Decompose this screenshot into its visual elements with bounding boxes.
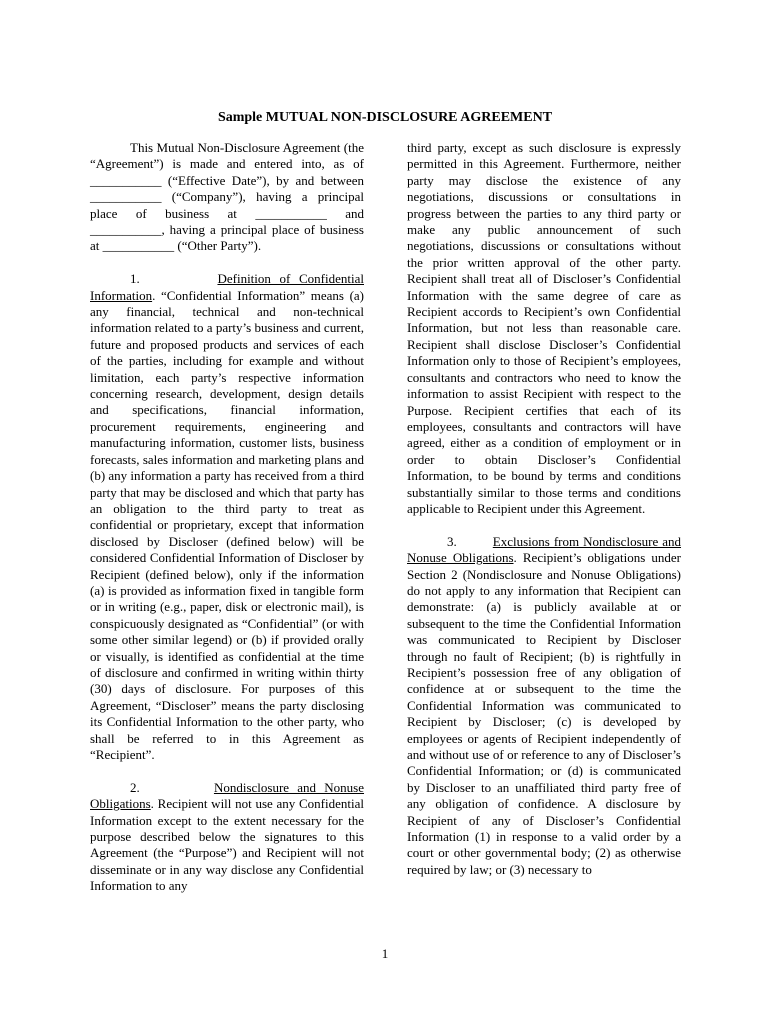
section-2-heading: Nondisclosure and Nonuse Obligations xyxy=(90,779,365,812)
section-3-body: . Recipient’s obligations under Section 2 (Nondisclosure and Nonuse Obligations) do not apply to any information that Recipient can demonstrate: (a) is publicly available at or subsequent to the time the Confidential Information was communicated to Recipient by Discloser through no fault of Recipient; (b) is rightfully in Recipient’s possession free of any obligation of confidence at or subsequent to the time the Confidential Information was communicated to Recipient by Discloser; (c) is developed by employees or agents of Recipient independently of and without use of or reference to any of Discloser’s Confidential Information; or (d) is communicated by Discloser to an unaffiliated third party free of any obligation of confidence. A disclosure by Recipient of any of Discloser’s Confidential Information (1) in response to a valid order by a court or other governmental body; (2) as otherwise required by law; or (3) necessary to xyxy=(407,550,681,877)
section-2-continuation: third party, except as such disclosure is expressly permitted in this Agreement. Furthermore, neither party may disclose the existence of any negotiations, discussions or consultations in progress between the parties to any third party or make any public announcement of such negotiations, discussions or consultations without the prior written approval of the other party. Recipient shall treat all of Discloser’s Confidential Information with the same degree of care as Recipient accords to Recipient’s own Confidential Information, but not less than reasonable care. Recipient shall disclose Discloser’s Confidential Information only to those of Recipient’s employees, consultants and contractors who need to know the information to assist Recipient with respect to the Purpose. Recipient certifies that each of its employees, consultants and contractors will have agreed, either as a condition of employment or in order to obtain Discloser’s Confidential Information, to be bound by terms and conditions substantially similar to those terms and conditions applicable to Recipient under this Agreement. xyxy=(407,140,681,516)
section-1-body: . “Confidential Information” means (a) any financial, technical and non-technical information related to a party’s business and current, future and proposed products and services of each of the parties, including for example and without limitation, each party’s respective information concerning research, development, design details and specifications, financial information, procurement requirements, engineering and manufacturing information, customer lists, business forecasts, sales information and marketing plans and (b) any information a party has received from a third party that may be disclosed and which that party has an obligation to the third party to treat as confidential or proprietary, except that information disclosed by Discloser (defined below) will be considered Confidential Information of Discloser by Recipient (defined below), only if the information (a) is provided as information fixed in tangible form or in writing (e.g., paper, disk or electronic mail), is conspicuously designated as “Confidential” (or with some other similar legend) or (b) if provided orally or visually, is identified as confidential at the time of disclosure and confirmed in writing within thirty (30) days of disclosure. For purposes of this Agreement, “Discloser” means the party disclosing its Confidential Information to the other party, who shall be referred to in this Agreement as “Recipient”. xyxy=(90,287,364,763)
section-2-paragraph xyxy=(90,780,364,895)
document-title: Sample MUTUAL NON-DISCLOSURE AGREEMENT xyxy=(217,110,553,125)
section-1-heading: Definition of Confidential Information xyxy=(90,271,364,303)
section-3-paragraph xyxy=(407,534,681,879)
intro-paragraph: This Mutual Non-Disclosure Agreement (the “Agreement”) is made and entered into, as of ___________ (“Effective Date”), by and between ___________ (“Company”), having a principal place of business at ___________ and ___________, having a principal place of business at ___________ (“Other Party”). xyxy=(90,140,364,254)
page-number: 1 xyxy=(381,946,389,961)
section-2-number: 2. xyxy=(130,779,140,795)
right-column xyxy=(407,140,681,895)
section-3-heading: Exclusions from Nondisclosure and Nonuse Obligations xyxy=(407,533,682,566)
section-3-number: 3. xyxy=(447,533,457,549)
left-column xyxy=(90,140,364,911)
section-2-body: . Recipient will not use any Confidential Information except to the extent necessary for the purpose described below the signatures to this Agreement (the “Purpose”) and Recipient will not disseminate or in any way disclose any Confidential Information to any xyxy=(90,796,364,894)
section-1-number: 1. xyxy=(130,271,140,287)
section-1-paragraph xyxy=(90,271,364,763)
